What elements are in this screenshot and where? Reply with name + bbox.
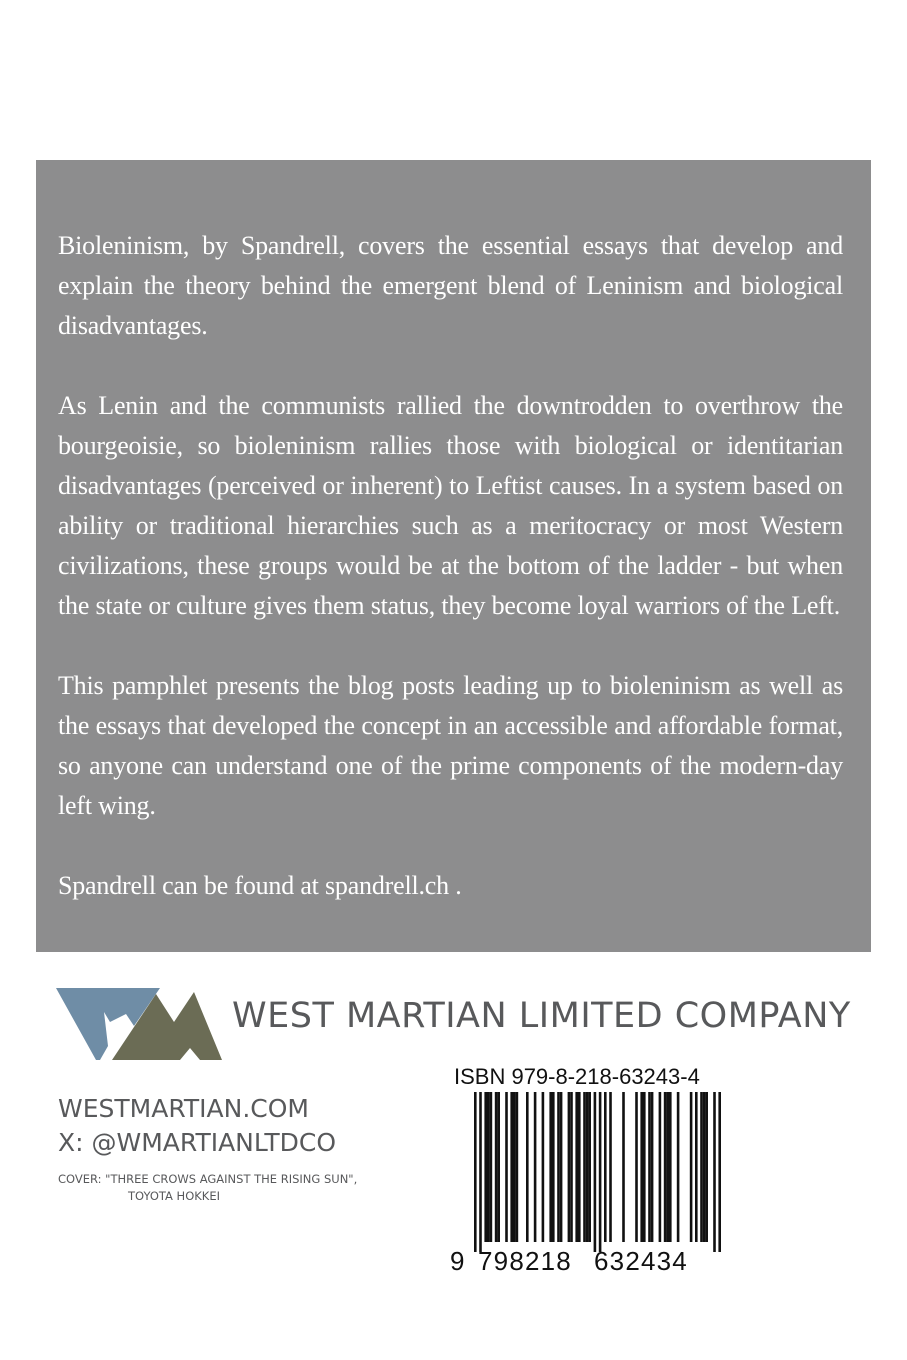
barcode-bar (651, 1092, 654, 1242)
barcode-bar (505, 1092, 508, 1242)
barcode-bar (599, 1092, 602, 1252)
barcode-bar (700, 1092, 703, 1242)
barcode-bar (643, 1092, 646, 1242)
barcode-bar (474, 1092, 477, 1252)
barcode-bars (436, 1092, 728, 1252)
barcode-bar (549, 1092, 552, 1242)
cover-credit-line-2: TOYOTA HOKKEI (128, 1189, 220, 1203)
cover-credit (58, 1171, 357, 1205)
barcode-bar (635, 1092, 638, 1242)
barcode-bar (575, 1092, 578, 1242)
isbn-label: ISBN 979-8-218-63243-4 (454, 1064, 700, 1089)
barcode-bar (557, 1092, 560, 1242)
barcode-bar (568, 1092, 571, 1242)
barcode-bar (526, 1092, 529, 1242)
barcode-bar (669, 1092, 672, 1242)
barcode-digits-left: 798218 (478, 1246, 572, 1276)
cover-credit-line-1: COVER: "THREE CROWS AGAINST THE RISING SUN", (58, 1172, 358, 1186)
barcode-bar (570, 1092, 573, 1242)
barcode-bar (713, 1092, 716, 1252)
barcode-bar (487, 1092, 490, 1242)
barcode-bar (622, 1092, 625, 1242)
barcode-bar (495, 1092, 498, 1242)
barcode-bar (695, 1092, 698, 1242)
publisher-name: WEST MARTIAN LIMITED COMPANY (232, 996, 851, 1036)
barcode-bar (588, 1092, 591, 1242)
barcode-bar (609, 1092, 612, 1242)
barcode-bar (586, 1092, 589, 1242)
blurb-paragraph-2: As Lenin and the communists rallied the downtrodden to overthrow the bourgeoisie, so bioleninism rallies those with biological or identitarian disadvantages (perceived or inherent) to Leftist causes. In a system based on ability or traditional hierarchies such as a meritocracy or most Western civilizations, these groups would be at the bottom of the ladder - but when the state or culture gives them status, they become loyal warriors of the Left. (58, 391, 843, 620)
back-cover-blurb-panel (36, 160, 871, 952)
barcode-bar (705, 1092, 708, 1242)
barcode-bar (552, 1092, 555, 1242)
barcode-bar (583, 1092, 586, 1242)
barcode-bar (484, 1092, 487, 1242)
barcode-digits (436, 1246, 728, 1276)
barcode-digit-first: 9 (450, 1246, 465, 1276)
barcode-bar (510, 1092, 513, 1242)
isbn-barcode (436, 1060, 728, 1294)
barcode-bar (578, 1092, 581, 1242)
publisher-logo (56, 984, 222, 1060)
barcode-bar (664, 1092, 667, 1242)
barcode-bar (677, 1092, 680, 1242)
barcode-bar (542, 1092, 545, 1242)
barcode-bar (560, 1092, 563, 1242)
barcode-bar (490, 1092, 493, 1242)
barcode-bar (604, 1092, 607, 1242)
barcode-bar (703, 1092, 706, 1242)
publisher-website: WESTMARTIAN.COM (58, 1094, 309, 1123)
barcode-bar (479, 1092, 482, 1252)
barcode-bar (513, 1092, 516, 1242)
blurb-paragraph-3: This pamphlet presents the blog posts leading up to bioleninism as well as the essays that developed the concept in an accessible and affordable format, so anyone can understand one of the prime components of the modern-day left wing. (58, 671, 843, 820)
barcode-bar (648, 1092, 651, 1242)
barcode-bar (718, 1092, 721, 1252)
barcode-bar (497, 1092, 500, 1242)
barcode-digits-right: 632434 (594, 1246, 688, 1276)
barcode-bar (594, 1092, 597, 1252)
blurb-paragraph-1: Bioleninism, by Spandrell, covers the essential essays that develop and explain the theory behind the emergent blend of Leninism and biological disadvantages. (58, 231, 843, 340)
barcode-bar (690, 1092, 693, 1242)
publisher-social-handle: X: @WMARTIANLTDCO (58, 1128, 337, 1157)
barcode-bar (534, 1092, 537, 1242)
blurb-paragraph-4: Spandrell can be found at spandrell.ch . (58, 871, 462, 900)
barcode-bar (659, 1092, 662, 1242)
barcode-bar (516, 1092, 519, 1242)
barcode-bar (666, 1092, 669, 1242)
barcode-bar (640, 1092, 643, 1242)
